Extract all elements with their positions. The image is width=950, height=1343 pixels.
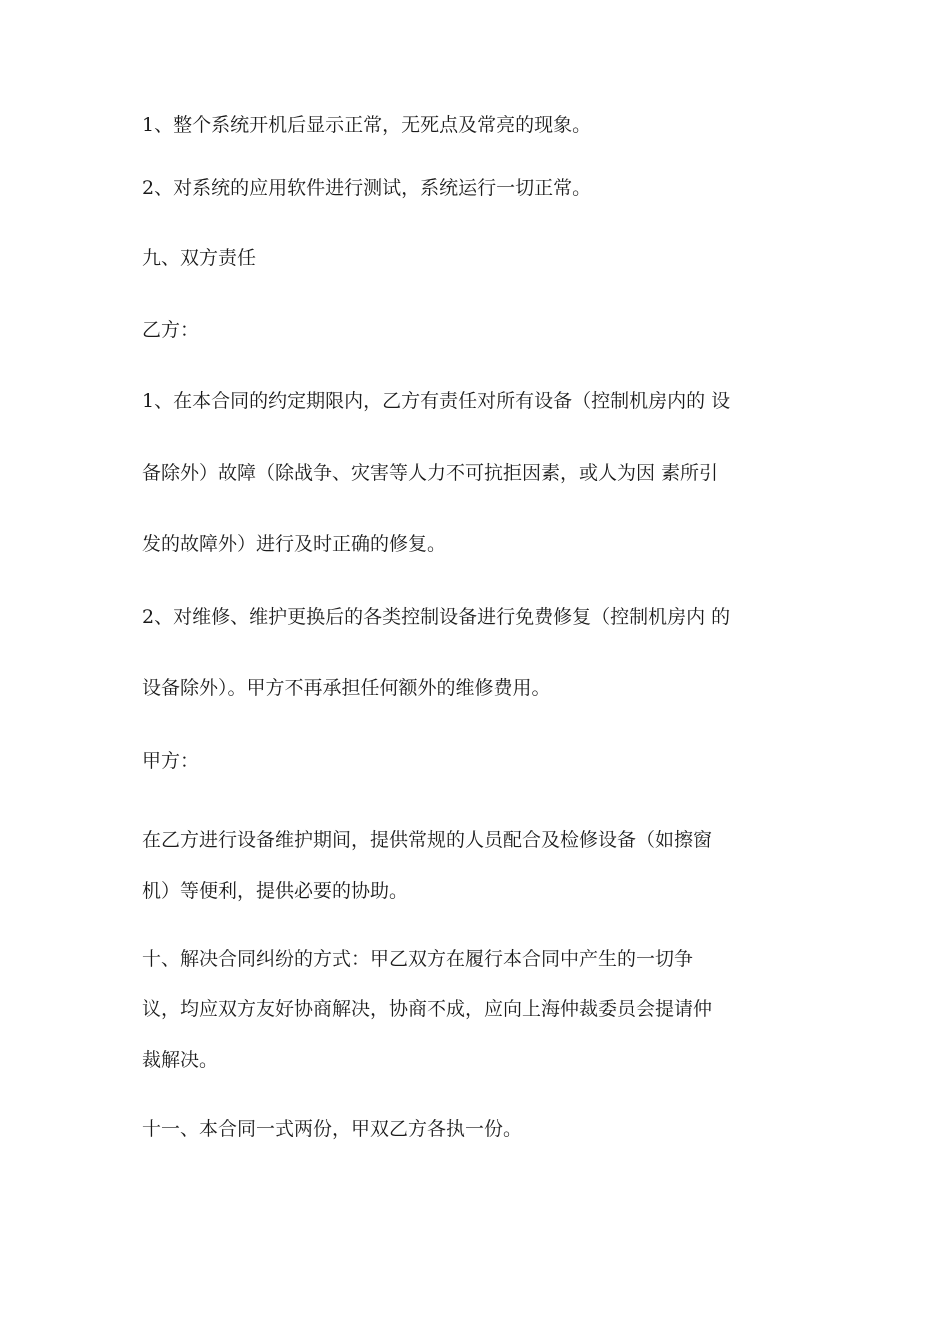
section-heading-responsibilities: 九、双方责任	[142, 247, 257, 269]
text-line-dispute-c: 裁解决。	[142, 1049, 219, 1071]
party-a-label: 甲方：	[142, 750, 200, 772]
text-line-system-display: 1、整个系统开机后显示正常，无死点及常亮的现象。	[142, 114, 592, 136]
text-line-party-b-item2-a: 2、对维修、维护更换后的各类控制设备进行免费修复（控制机房内 的	[142, 606, 731, 628]
party-b-label: 乙方：	[142, 319, 200, 341]
text-line-party-b-item1-b: 备除外）故障（除战争、灾害等人力不可抗拒因素，或人为因 素所引	[142, 462, 719, 484]
text-line-copies-clause: 十一、本合同一式两份，甲双乙方各执一份。	[142, 1118, 523, 1140]
text-line-dispute-a: 十、解决合同纠纷的方式：甲乙双方在履行本合同中产生的一切争	[142, 948, 694, 970]
text-line-software-test: 2、对系统的应用软件进行测试，系统运行一切正常。	[142, 177, 592, 199]
text-line-dispute-b: 议，均应双方友好协商解决，协商不成，应向上海仲裁委员会提请仲	[142, 998, 713, 1020]
text-line-party-a-duty-a: 在乙方进行设备维护期间，提供常规的人员配合及检修设备（如擦窗	[142, 829, 713, 851]
text-line-party-b-item1-a: 1、在本合同的约定期限内，乙方有责任对所有设备（控制机房内的 设	[142, 390, 731, 412]
text-line-party-b-item1-c: 发的故障外）进行及时正确的修复。	[142, 533, 447, 555]
text-line-party-b-item2-b: 设备除外）。甲方不再承担任何额外的维修费用。	[142, 677, 551, 699]
text-line-party-a-duty-b: 机）等便利，提供必要的协助。	[142, 880, 409, 902]
